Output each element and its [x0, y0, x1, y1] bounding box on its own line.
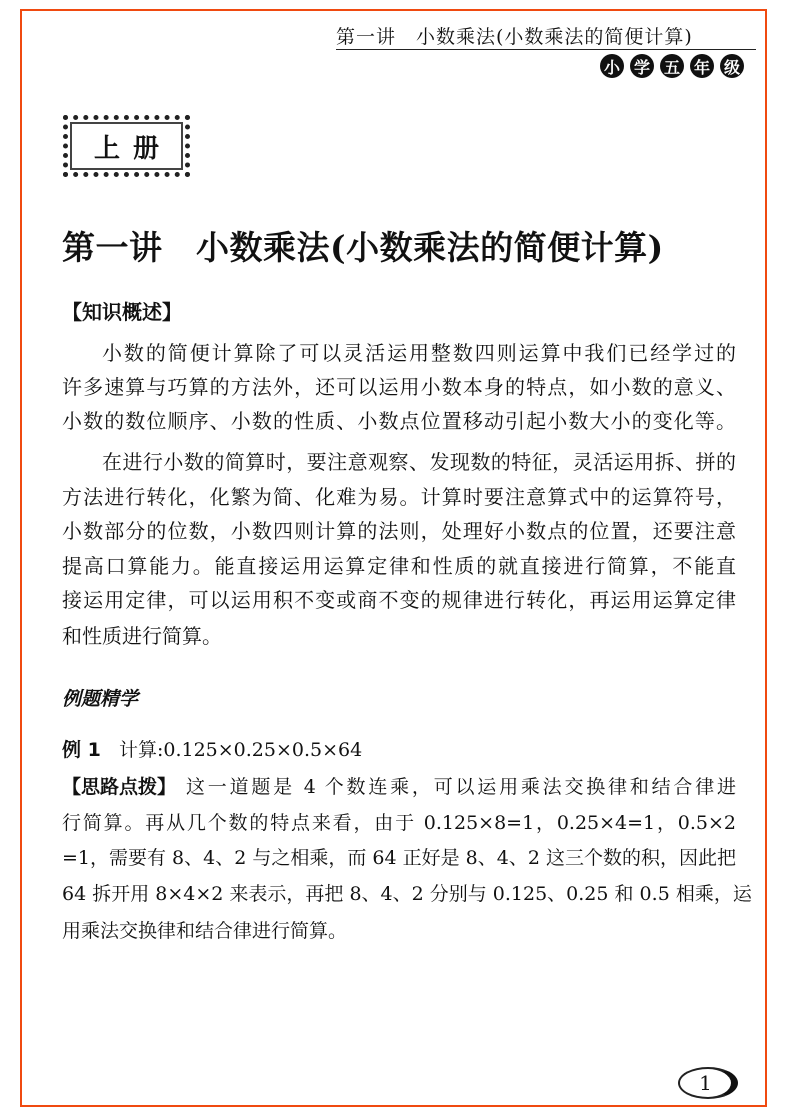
- paragraph-line: 提高口算能力。能直接运用运算定律和性质的就直接进行简算，不能直: [62, 554, 736, 578]
- grade-char: 级: [720, 54, 744, 78]
- grade-badges: [600, 54, 744, 78]
- paragraph-line: 64 拆开用 8×4×2 来表示，再把 8、4、2 分别与 0.125、0.25 和 0.5 相乘，运: [62, 883, 752, 905]
- header-rule: [336, 49, 756, 50]
- grade-char: 学: [630, 54, 654, 78]
- paragraph-line: 在进行小数的简算时，要注意观察、发现数的特征，灵活运用拆、拼的: [102, 450, 736, 474]
- overview-heading-text: 【知识概述】: [62, 300, 182, 324]
- grade-char: 年: [690, 54, 714, 78]
- paragraph-line: 方法进行转化，化繁为简、化难为易。计算时要注意算式中的运算符号，: [62, 485, 736, 509]
- paragraph-line: =1，需要有 8、4、2 与之相乘，而 64 正好是 8、4、2 这三个数的积，因此把: [62, 847, 736, 869]
- section-heading: 例题精学: [62, 688, 139, 710]
- paragraph-line: 用乘法交换律和结合律进行简算。: [62, 920, 348, 942]
- example-problem: [62, 735, 736, 762]
- paragraph-line: 许多速算与巧算的方法外，还可以运用小数本身的特点，如小数的意义、: [62, 375, 736, 399]
- example-label: 例 1: [62, 739, 101, 761]
- paragraph-line: 行简算。再从几个数的特点来看，由于 0.125×8=1，0.25×4=1，0.5×2: [62, 812, 736, 834]
- example-problem-text: 计算:0.125×0.25×0.5×64: [118, 739, 363, 761]
- page-number: 1: [678, 1067, 738, 1099]
- chapter-title: 第一讲 小数乘法(小数乘法的简便计算): [62, 228, 664, 267]
- hint-first-line: [62, 772, 736, 799]
- paragraph-line: 小数的数位顺序、小数的性质、小数点位置移动引起小数大小的变化等。: [62, 409, 736, 433]
- overview-heading: [62, 296, 736, 325]
- paragraph-line: 接运用定律，可以运用积不变或商不变的规律进行转化，再运用运算定律: [62, 588, 736, 612]
- grade-char: 五: [660, 54, 684, 78]
- running-header: 第一讲 小数乘法(小数乘法的简便计算): [336, 26, 693, 48]
- volume-label: [63, 115, 190, 177]
- paragraph-line: 这一道题是 4 个数连乘，可以运用乘法交换律和结合律进: [186, 776, 736, 798]
- volume-char: 上: [94, 133, 121, 164]
- grade-char: 小: [600, 54, 624, 78]
- paragraph-line: 小数的简便计算除了可以灵活运用整数四则运算中我们已经学过的: [102, 341, 736, 365]
- hint-heading: 【思路点拨】: [62, 776, 177, 798]
- volume-char: 册: [132, 133, 159, 164]
- paragraph-line: 和性质进行简算。: [62, 624, 222, 648]
- paragraph-line: 小数部分的位数，小数四则计算的法则，处理好小数点的位置，还要注意: [62, 519, 736, 543]
